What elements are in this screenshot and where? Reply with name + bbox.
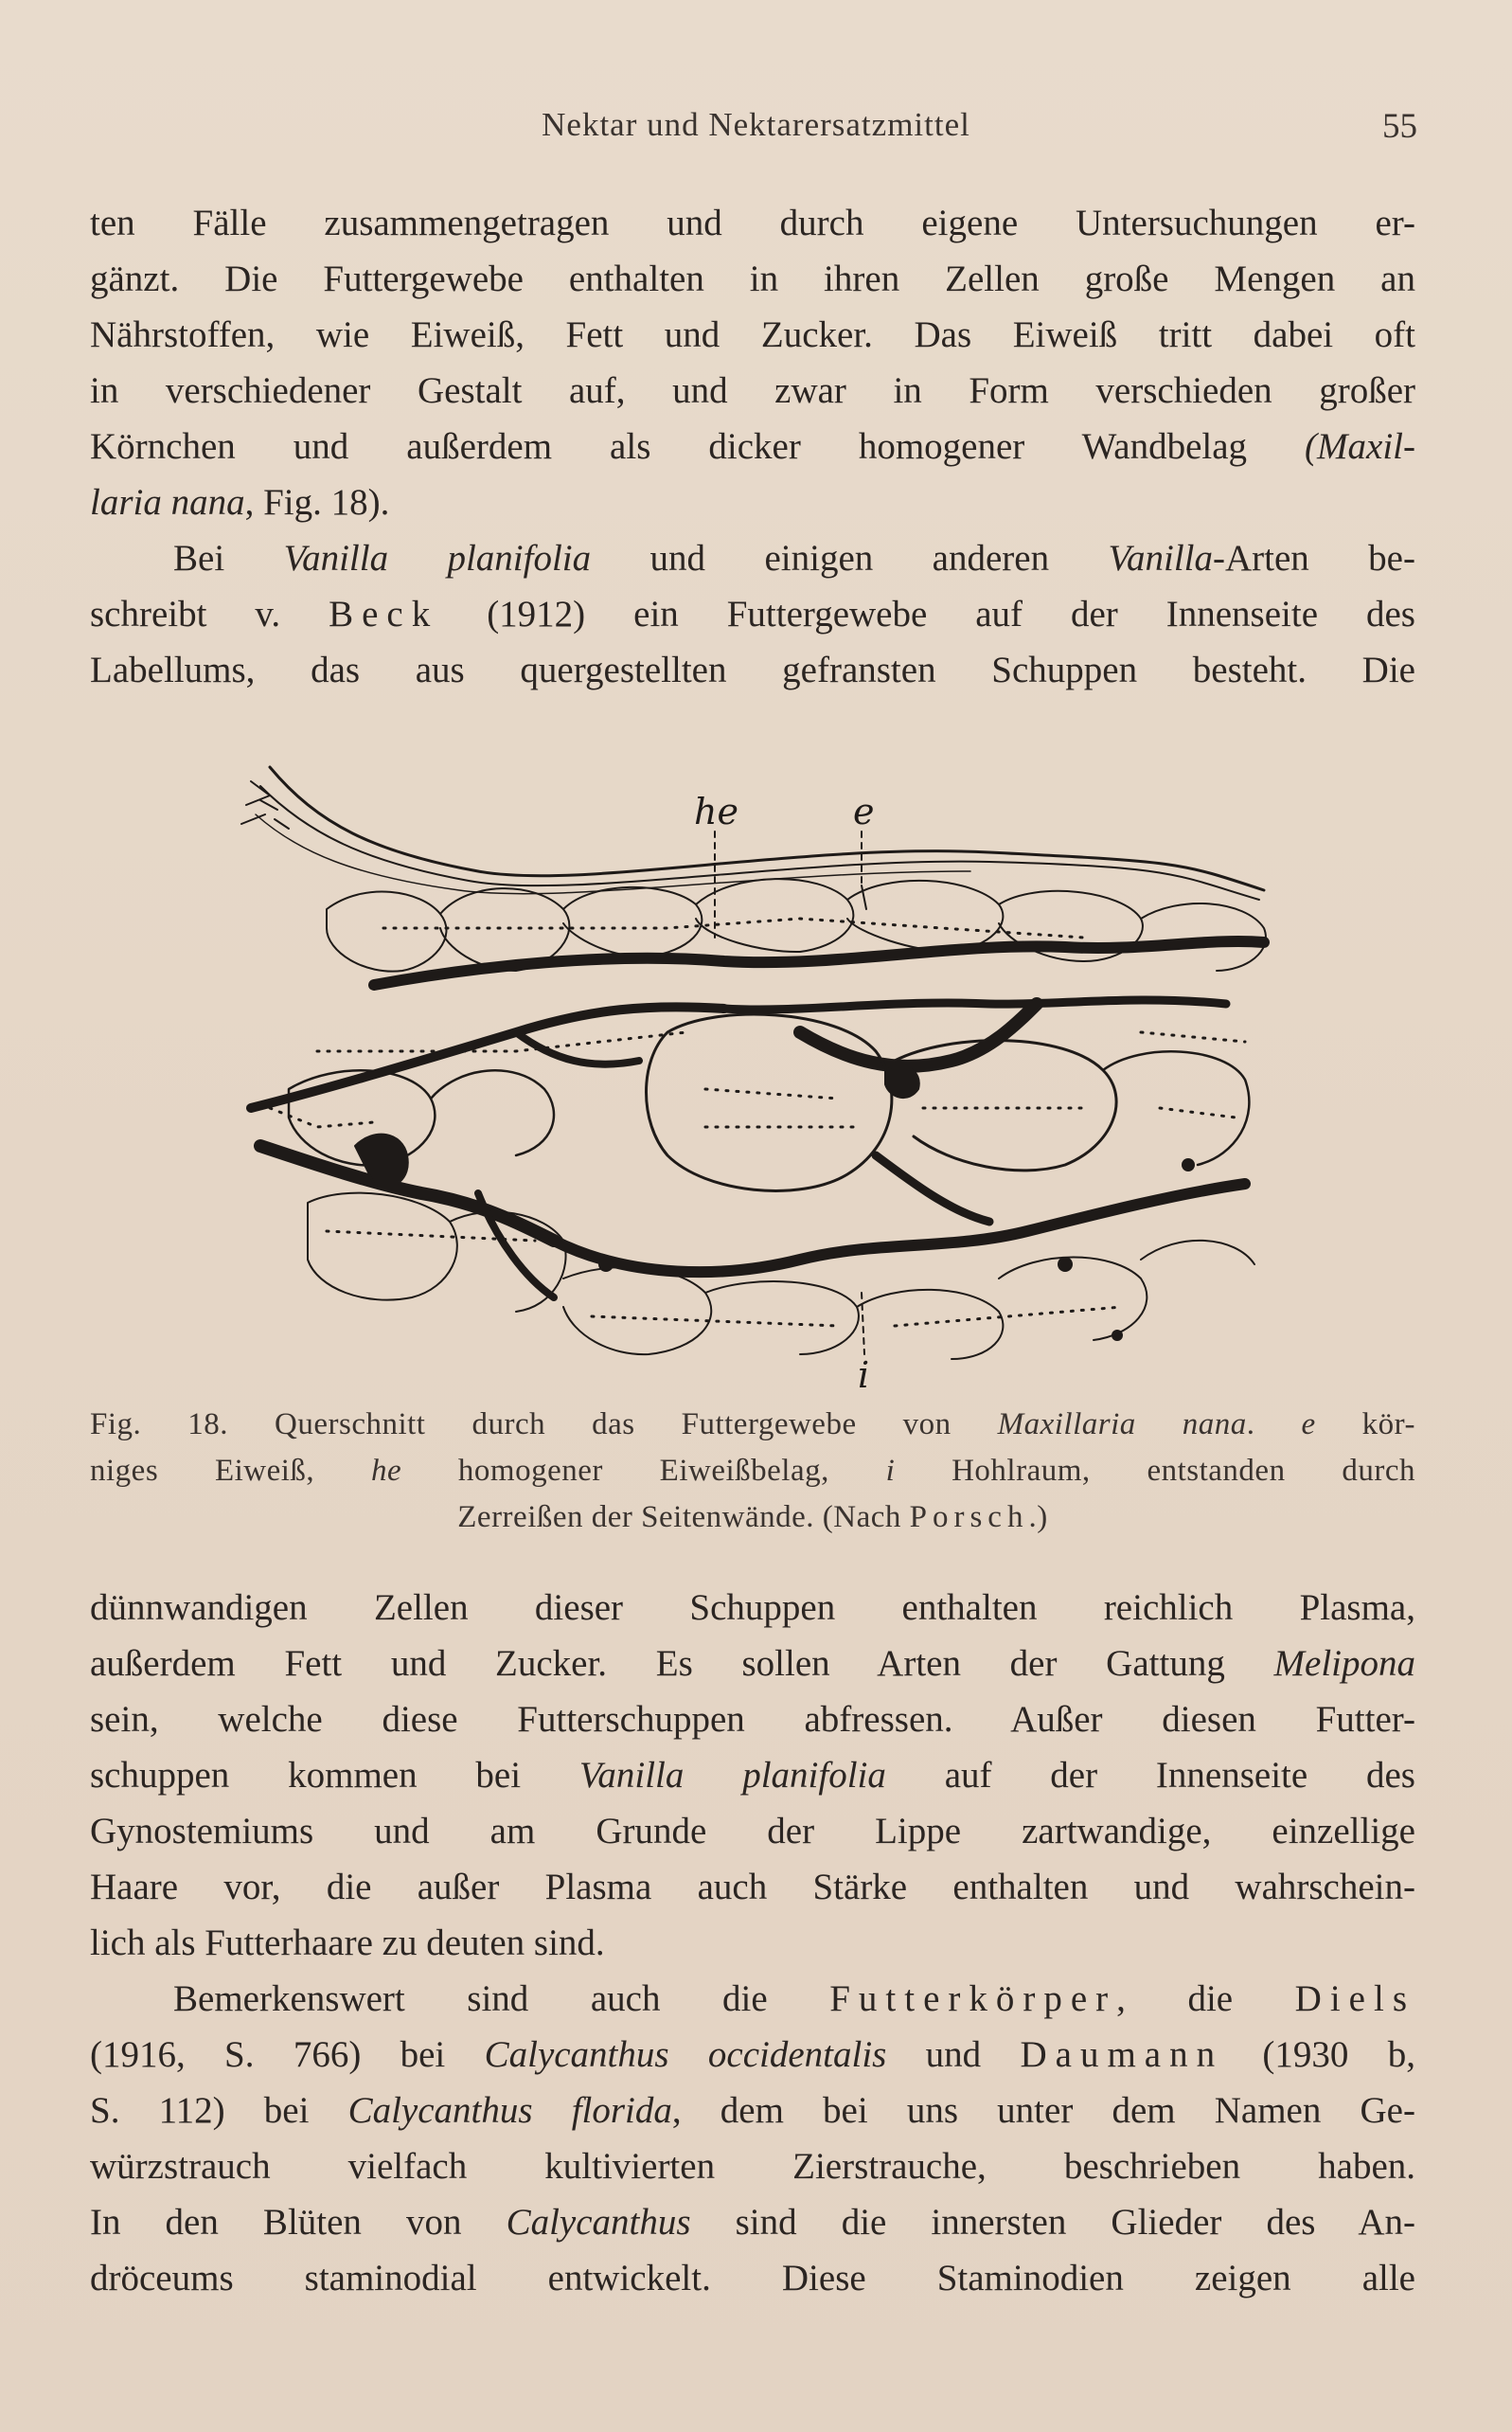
text-span: , dem bei uns unter dem Namen Ge-: [671, 2090, 1415, 2131]
text-span: -Arten be-: [1213, 538, 1415, 579]
paragraph-4-line: [90, 1971, 1415, 2027]
paragraph-3-line: lich als Futterhaare zu deuten sind.: [90, 1922, 605, 1963]
paragraph-1-line: ten Fälle zusammengetragen und durch eigene Untersuchungen er-: [90, 203, 1415, 243]
text-span: , Fig. 18).: [244, 482, 390, 523]
text-span: , die: [1116, 1978, 1295, 2019]
abbrev: e: [1301, 1407, 1316, 1441]
text-span: Zerreißen der Seitenwände. (Nach: [457, 1500, 910, 1534]
page-header: [0, 106, 1512, 153]
text-span: und einigen anderen: [591, 538, 1109, 579]
text-span: kör-: [1315, 1407, 1415, 1441]
paragraph-1-line: Nährstoffen, wie Eiweiß, Fett und Zucker. Das Eiweiß tritt dabei oft: [90, 314, 1415, 355]
genus-name: Melipona: [1273, 1643, 1415, 1684]
genus-name: Calycanthus: [506, 2202, 691, 2243]
species-name: laria nana: [90, 482, 245, 523]
figure-18-illustration: [232, 748, 1292, 1392]
page-number: 55: [1382, 107, 1417, 146]
species-name: (Maxil-: [1305, 426, 1415, 467]
species-name: Calycanthus occidentalis: [484, 2034, 887, 2075]
paragraph-2-line: [90, 586, 1415, 642]
paragraph-4-line: dröceums staminodial entwickelt. Diese Staminodien zeigen alle: [90, 2258, 1415, 2298]
paragraph-3-line: Gynostemiums und am Grunde der Lippe zartwandige, einzellige: [90, 1811, 1415, 1851]
figure-caption: [90, 1402, 1415, 1541]
text-block-bottom: [90, 1580, 1415, 2306]
paragraph-1-line: gänzt. Die Futtergewebe enthalten in ihren Zellen große Mengen an: [90, 259, 1415, 299]
text-span: und: [886, 2034, 1021, 2075]
text-span: Bei: [173, 538, 284, 579]
text-span: (1916, S. 766) bei: [90, 2034, 485, 2075]
text-span: (1912) ein Futtergewebe auf der Innenseite des: [438, 594, 1415, 635]
paragraph-3-line: Haare vor, die außer Plasma auch Stärke enthalten und wahrschein-: [90, 1867, 1415, 1907]
species-name: Vanilla planifolia: [578, 1755, 886, 1796]
text-span: homogener Eiweißbelag,: [401, 1454, 886, 1488]
text-span: S. 112) bei: [90, 2090, 348, 2131]
text-span: sind die innersten Glieder des An-: [690, 2202, 1415, 2243]
caption-line: [90, 1448, 1415, 1494]
text-span: außerdem Fett und Zucker. Es sollen Arten der Gattung: [90, 1643, 1274, 1684]
spaced-term: Futterkörper: [829, 1978, 1117, 2019]
text-block-top: [90, 195, 1415, 698]
label-e: e: [853, 791, 875, 832]
paragraph-3-line: dünnwandigen Zellen dieser Schuppen enthalten reichlich Plasma,: [90, 1587, 1415, 1628]
text-span: niges Eiweiß,: [90, 1454, 371, 1488]
author-name: Daumann: [1020, 2034, 1224, 2075]
paragraph-1-line: in verschiedener Gestalt auf, und zwar in Form verschieden großer: [90, 370, 1415, 411]
label-i: i: [858, 1354, 870, 1392]
paragraph-3-line: [90, 1747, 1415, 1803]
paragraph-4-line: [90, 2083, 1415, 2138]
paragraph-4-line: [90, 2194, 1415, 2250]
species-name: Calycanthus florida: [347, 2090, 672, 2131]
paragraph-2-line: Labellums, das aus quergestellten gefransten Schuppen besteht. Die: [90, 650, 1415, 690]
caption-line: [90, 1402, 1415, 1448]
author-name: Porsch: [909, 1500, 1029, 1534]
text-span: auf der Innenseite des: [885, 1755, 1415, 1796]
author-name: Diels: [1294, 1978, 1415, 2019]
genus-name: Vanilla: [1108, 538, 1213, 579]
paragraph-3-line: sein, welche diese Futterschuppen abfressen. Außer diesen Futter-: [90, 1699, 1415, 1740]
running-head: Nektar und Nektarersatzmittel: [542, 106, 970, 143]
label-he: he: [694, 791, 738, 832]
text-span: schreibt v.: [90, 594, 329, 635]
text-span: Körnchen und außerdem als dicker homogener Wandbelag: [90, 426, 1306, 467]
text-span: In den Blüten von: [90, 2202, 507, 2243]
abbrev: i: [885, 1454, 896, 1488]
paragraph-4-line: [90, 2027, 1415, 2083]
author-name: Beck: [329, 594, 439, 635]
paragraph-4-line: würzstrauch vielfach kultivierten Zierstrauche, beschrieben haben.: [90, 2146, 1415, 2187]
paragraph-1-line: [90, 419, 1415, 474]
species-name: Vanilla planifolia: [283, 538, 592, 579]
paragraph-1-line: [90, 474, 1415, 530]
text-span: .): [1028, 1500, 1048, 1534]
text-span: schuppen kommen bei: [90, 1755, 579, 1796]
text-span: Bemerkenswert sind auch die: [173, 1978, 830, 2019]
species-name: Maxillaria nana: [997, 1407, 1247, 1441]
abbrev: he: [370, 1454, 402, 1488]
paragraph-2-line: [90, 530, 1415, 586]
paragraph-3-line: [90, 1636, 1415, 1691]
caption-line: [90, 1494, 1415, 1541]
text-span: Hohlraum, entstanden durch: [895, 1454, 1415, 1488]
text-span: Fig. 18. Querschnitt durch das Futtergewebe von: [90, 1407, 998, 1441]
text-span: .: [1246, 1407, 1302, 1441]
text-span: (1930 b,: [1223, 2034, 1415, 2075]
